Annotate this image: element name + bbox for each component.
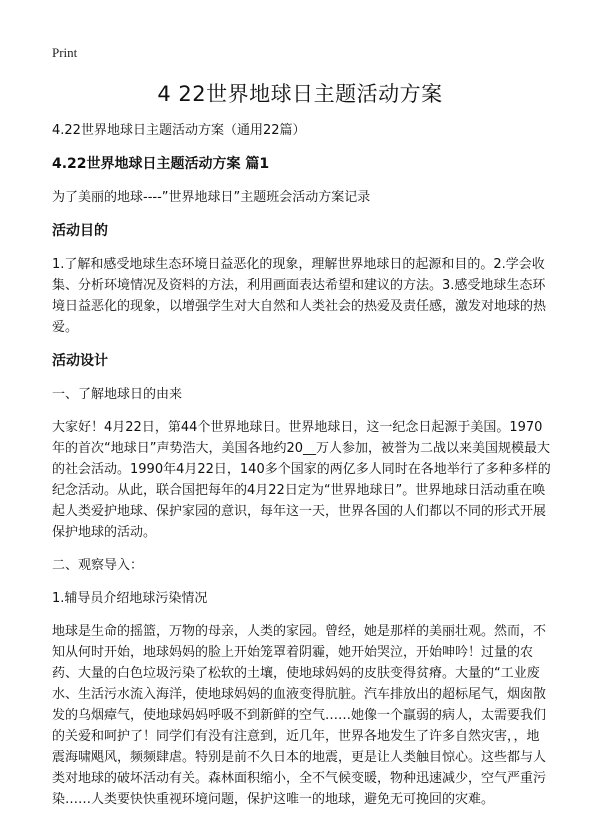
heading-design: 活动设计 [52, 353, 108, 369]
step-two-paragraph: 地球是生命的摇篮，万物的母亲，人类的家园。曾经，她是那样的美丽壮观。然而，不知从何时开始，地球妈妈的脸上开始笼罩着阴霾，她开始哭泣，开始呻吟！过量的农药、大量的白色垃圾污染了松软的土壤，使地球妈妈的皮肤变得贫瘠。大量的“工业废水、生活污水流入海洋，使地球妈妈的血液变得肮脏。汽车排放出的超标尾气，烟囱散发的乌烟瘴气，使地球妈妈呼吸不到新鲜的空气……她像一个羸弱的病人，太需要我们的关爱和呵护了！同学们有没有注意到，近几年，世界各地发生了许多自然灾害，，地震海啸飓风，频频肆虐。特别是前不久日本的地震，更是让人类触目惊心。这些都与人类对地球的破坏活动有关。森林面积缩小，全不气候变暖，物种迅速减少，空气严重污染……人类要快快重视环境问题，保护这唯一的地球，避免无可挽回的灾难。 [52, 624, 547, 807]
section-title: 4.22世界地球日主题活动方案 篇1 [52, 156, 270, 172]
document-subtitle: 4.22世界地球日主题活动方案（通用22篇） [52, 123, 306, 138]
print-link[interactable]: Print [52, 45, 78, 60]
step-two-heading: 二、观察导入： [52, 558, 144, 573]
heading-goal: 活动目的 [52, 223, 108, 239]
step-one-heading: 一、了解地球日的由来 [52, 387, 183, 402]
article-body [52, 120, 552, 810]
goal-paragraph: 1.了解和感受地球生态环境日益恶化的现象，理解世界地球日的起源和目的。2.学会收集、分析环境情况及资料的方法，利用画面表达希望和建议的方法。3.感受地球生态环境日益恶化的现象，以增强学生对大自然和人类社会的热爱及责任感，激发对地球的热爱。 [52, 257, 547, 335]
intro-line: 为了美丽的地球----”世界地球日”主题班会活动方案记录 [52, 190, 371, 205]
step-two-subheading: 1.辅导员介绍地球污染情况 [52, 591, 208, 606]
step-one-paragraph: 大家好！4月22日，第44个世界地球日。世界地球日，这一纪念日起源于美国。1970年的首次“地球日”声势浩大，美国各地约20__万人参加，被誉为二战以来美国规模最大的社会活动。1990年4月22日，140多个国家的两亿多人同时在各地举行了多种多样的纪念活动。从此，联合国把每年的4月22日定为“世界地球日”。世界地球日活动重在唤起人类爱护地球、保护家园的意识，每年这一天，世界各国的人们都以不同的形式开展保护地球的活动。 [52, 420, 551, 540]
page-title: 4 22世界地球日主题活动方案 [157, 82, 443, 106]
